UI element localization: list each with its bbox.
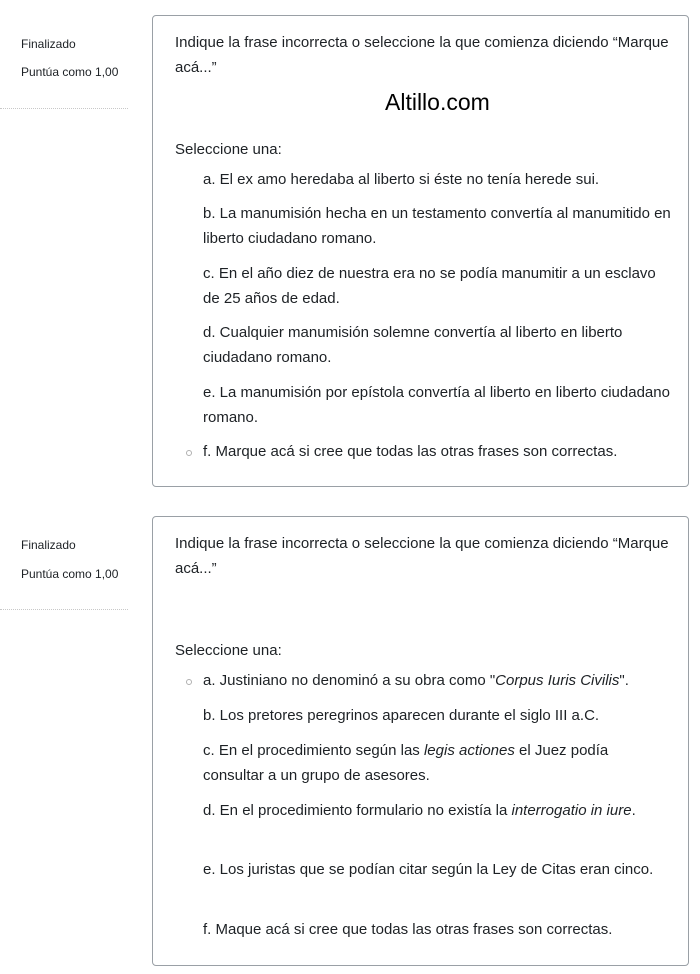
question-info bbox=[0, 0, 130, 100]
question-grade: Puntúa como 1,00 bbox=[21, 567, 119, 581]
question-content bbox=[152, 516, 689, 966]
watermark: Altillo.com bbox=[385, 89, 490, 115]
option-label: d. Cualquier manumisión solemne convertía al liberto en liberto ciudadano romano. bbox=[203, 324, 623, 366]
option-label: f. Maque acá si cree que todas las otras frases son correctas. bbox=[203, 921, 613, 938]
option-label: b. Los pretores peregrinos aparecen durante el siglo III a.C. bbox=[203, 707, 600, 724]
answer-option-c[interactable] bbox=[203, 261, 673, 311]
info-divider bbox=[0, 108, 128, 109]
answer-prompt: Seleccione una: bbox=[175, 642, 282, 659]
answer-option-d[interactable] bbox=[203, 320, 673, 370]
option-label: a. El ex amo heredaba al liberto si éste no tenía herede sui. bbox=[203, 171, 600, 188]
info-divider bbox=[0, 609, 128, 610]
option-label: f. Marque acá si cree que todas las otras frases son correctas. bbox=[203, 443, 618, 460]
option-label: c. En el año diez de nuestra era no se podía manumitir a un esclavo de 25 años de edad. bbox=[203, 265, 656, 307]
selected-radio-icon[interactable] bbox=[186, 450, 192, 456]
option-label: c. En el procedimiento según las legis actiones el Juez podía consultar a un grupo de asesores. bbox=[203, 742, 609, 784]
answer-option-b[interactable] bbox=[203, 703, 673, 728]
answer-option-c[interactable] bbox=[203, 738, 673, 788]
answer-option-a[interactable] bbox=[203, 167, 673, 192]
answer-option-f[interactable] bbox=[203, 917, 673, 942]
answer-option-b[interactable] bbox=[203, 201, 673, 251]
question-content bbox=[152, 15, 689, 487]
question-text: Indique la frase incorrecta o seleccione la que comienza diciendo “Marque acá...” bbox=[175, 535, 669, 577]
option-label: d. En el procedimiento formulario no existía la interrogatio in iure. bbox=[203, 802, 636, 819]
option-label: b. La manumisión hecha en un testamento convertía al manumitido en liberto ciudadano romano. bbox=[203, 205, 671, 247]
answer-option-e[interactable] bbox=[203, 857, 673, 882]
option-label: e. La manumisión por epístola convertía al liberto en liberto ciudadano romano. bbox=[203, 384, 670, 426]
answer-option-d[interactable] bbox=[203, 798, 673, 823]
answer-prompt: Seleccione una: bbox=[175, 141, 282, 158]
question-info bbox=[0, 502, 130, 602]
option-label: e. Los juristas que se podían citar según la Ley de Citas eran cinco. bbox=[203, 861, 654, 878]
answer-option-a[interactable] bbox=[203, 668, 673, 693]
question-state: Finalizado bbox=[21, 37, 76, 51]
selected-radio-icon[interactable] bbox=[186, 679, 192, 685]
answer-option-e[interactable] bbox=[203, 380, 673, 430]
question-grade: Puntúa como 1,00 bbox=[21, 65, 119, 79]
answer-option-f[interactable] bbox=[203, 439, 673, 464]
question-text: Indique la frase incorrecta o seleccione la que comienza diciendo “Marque acá...” bbox=[175, 34, 669, 76]
option-label: a. Justiniano no denominó a su obra como "Corpus Iuris Civilis". bbox=[203, 672, 629, 689]
question-state: Finalizado bbox=[21, 538, 76, 552]
